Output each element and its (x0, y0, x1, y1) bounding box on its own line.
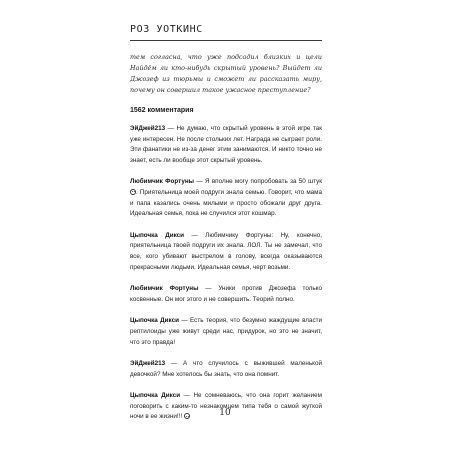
comment-author: Цыпочка Дикси (130, 231, 185, 239)
comment (130, 231, 322, 273)
comment-text: — А что случилось с выжившей маленькой девочкой? Мне хотелось бы знать, что она помнит. (130, 360, 322, 378)
comment (130, 316, 322, 348)
comment (130, 124, 322, 166)
comment-author: Цыпочка Дикси (130, 317, 179, 325)
comment (130, 284, 322, 305)
comment-text: — Не думаю, что скрытый уровень в этой игре так уже интересен. Не после стольких лет. Награда не сыграет роли. Эти фанатики не из-за денег этим занимаются. И никто точно не знает, есть ли вообще этот скрытый уровень. (130, 125, 322, 164)
comment-text: — Любимчику Фортуны: Ну, конечно, приятельница твоей подруги их знала. ЛОЛ. Ты не замечал, что все, кого убивают выстрелом в голову, всегда оказываются прекрасными людьми. Идеальная семья, черт возьми. (130, 231, 322, 271)
page-number: 10 (219, 408, 231, 418)
running-head: РОЗ УОТКИНС (130, 24, 203, 35)
header-rule (130, 40, 322, 41)
comments-count-heading: 1562 комментария (130, 107, 194, 114)
comment-text: — Уники против Джозефа только косвенные. Он мог этого и не совершить. Теорий полно. (130, 285, 323, 303)
intro-paragraph: тем согласна, что уже подсадил близких и цели Найдём ли кто-нибудь скрытый уровень? Выйдет ли Джозеф из тюрьмы и сможет ли рассказать миру, почему он совершил такое ужасное преступление? (130, 53, 322, 94)
comment-author: ЭйДжей213 (130, 360, 166, 368)
comment-author: Любимчик Фортуны (130, 285, 199, 293)
comment (130, 359, 322, 380)
comment-text: — Не сомневаюсь, что она горит желанием поговорить с каким-то незнакомцем типа тебя о самой жуткой ночи в ее жизни!!! (130, 392, 322, 421)
comment-text: — Я вполне могу попробовать за 50 штук (194, 178, 323, 186)
comment-author: ЭйДжей213 (130, 125, 166, 132)
comment-text-continued: . Приятельница моей подруги знала семью. Говорит, что мама и папа казались очень милыми и просто обожали друг друга. Идеальная семья, пока не случился этот кошмар. (130, 188, 322, 218)
smiley-icon (130, 189, 136, 195)
comment-text: — Есть теория, что безумно жаждущие власти рептилоиды уже живут среди нас, придурок, но это не значит, что это правда! (130, 317, 322, 346)
comment-author: Цыпочка Дикси (130, 392, 181, 400)
comment (130, 177, 322, 219)
comment-author: Любимчик Фортуны (130, 178, 195, 186)
page-body (130, 52, 322, 434)
